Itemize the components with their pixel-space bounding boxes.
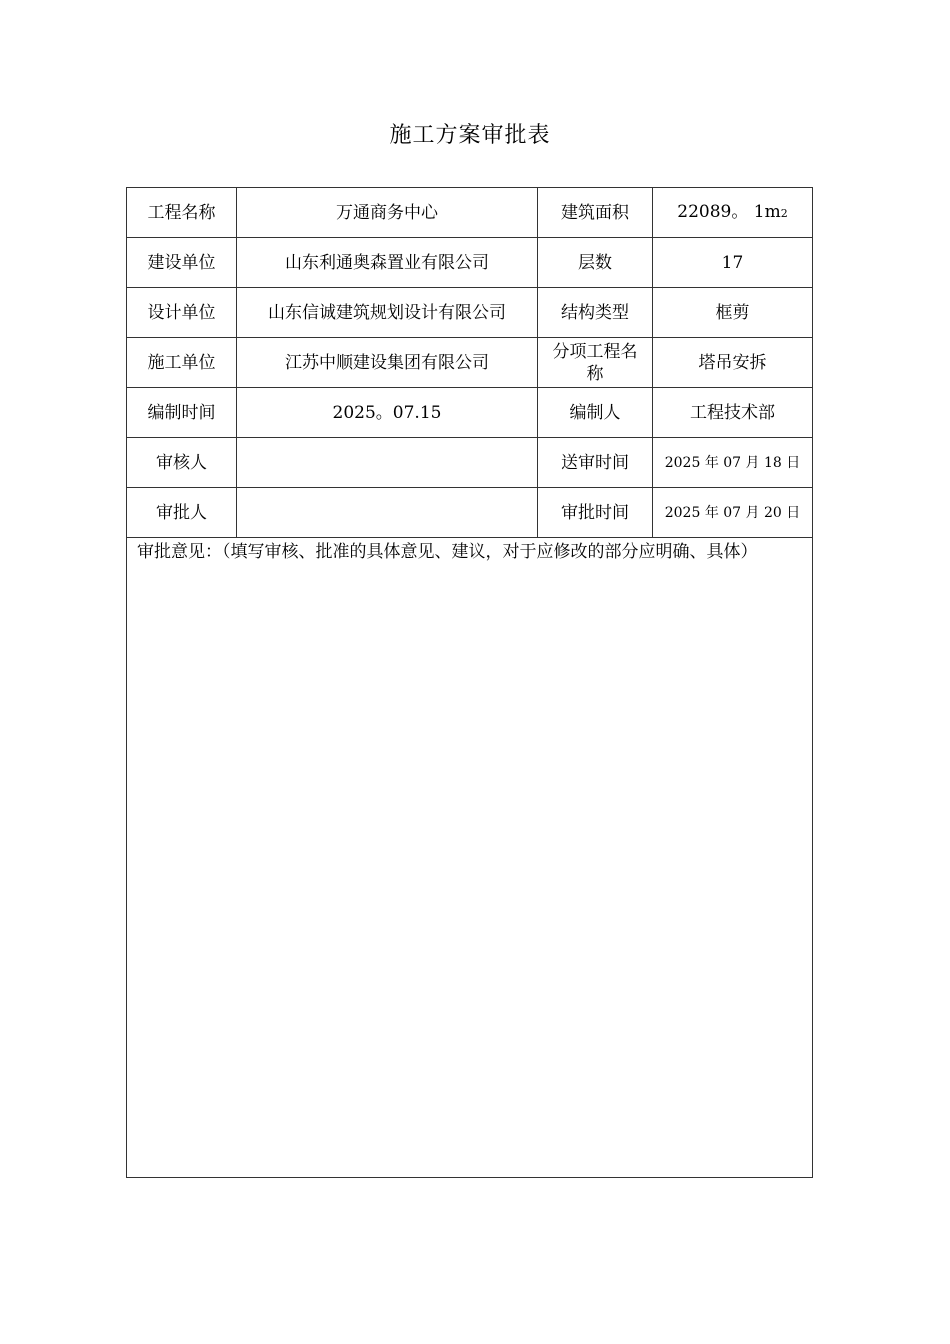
structure-type-value: 框剪 <box>653 288 813 338</box>
reviewer-value[interactable] <box>237 438 538 488</box>
compile-date-value: 2025。07.15 <box>237 388 538 438</box>
compiler-label: 编制人 <box>538 388 653 438</box>
construction-unit-label: 建设单位 <box>127 238 237 288</box>
project-name-value: 万通商务中心 <box>237 188 538 238</box>
compiler-value: 工程技术部 <box>653 388 813 438</box>
reviewer-label: 审核人 <box>127 438 237 488</box>
approver-value[interactable] <box>237 488 538 538</box>
approval-form-table <box>126 187 813 1178</box>
row-design-unit <box>127 288 813 338</box>
approval-date-label: 审批时间 <box>538 488 653 538</box>
approval-opinion-area[interactable] <box>127 538 813 1178</box>
building-area-unit-exponent: 2 <box>780 206 788 220</box>
floor-count-label: 层数 <box>538 238 653 288</box>
contractor-value: 江苏中顺建设集团有限公司 <box>237 338 538 388</box>
building-area-value: 22089。 1m <box>677 201 781 222</box>
row-contractor <box>127 338 813 388</box>
construction-unit-value: 山东利通奥森置业有限公司 <box>237 238 538 288</box>
contractor-label: 施工单位 <box>127 338 237 388</box>
approval-opinion-label: 审批意见：（填写审核、批准的具体意见、建议，对于应修改的部分应明确、具体） <box>137 542 758 562</box>
row-approval-opinion <box>127 538 813 1178</box>
compile-date-label: 编制时间 <box>127 388 237 438</box>
design-unit-label: 设计单位 <box>127 288 237 338</box>
sub-project-name-label: 分项工程名称 <box>538 338 653 388</box>
approval-date-value: 2025 年 07 月 20 日 <box>653 488 813 538</box>
submit-date-value: 2025 年 07 月 18 日 <box>653 438 813 488</box>
row-reviewer <box>127 438 813 488</box>
structure-type-label: 结构类型 <box>538 288 653 338</box>
project-name-label: 工程名称 <box>127 188 237 238</box>
row-compile-date <box>127 388 813 438</box>
approver-label: 审批人 <box>127 488 237 538</box>
design-unit-value: 山东信诚建筑规划设计有限公司 <box>237 288 538 338</box>
sub-project-name-value: 塔吊安拆 <box>653 338 813 388</box>
building-area-cell <box>653 188 813 238</box>
row-approver <box>127 488 813 538</box>
row-project-name <box>127 188 813 238</box>
form-title: 施工方案审批表 <box>389 123 551 148</box>
row-construction-unit <box>127 238 813 288</box>
floor-count-value: 17 <box>653 238 813 288</box>
building-area-label: 建筑面积 <box>538 188 653 238</box>
submit-date-label: 送审时间 <box>538 438 653 488</box>
